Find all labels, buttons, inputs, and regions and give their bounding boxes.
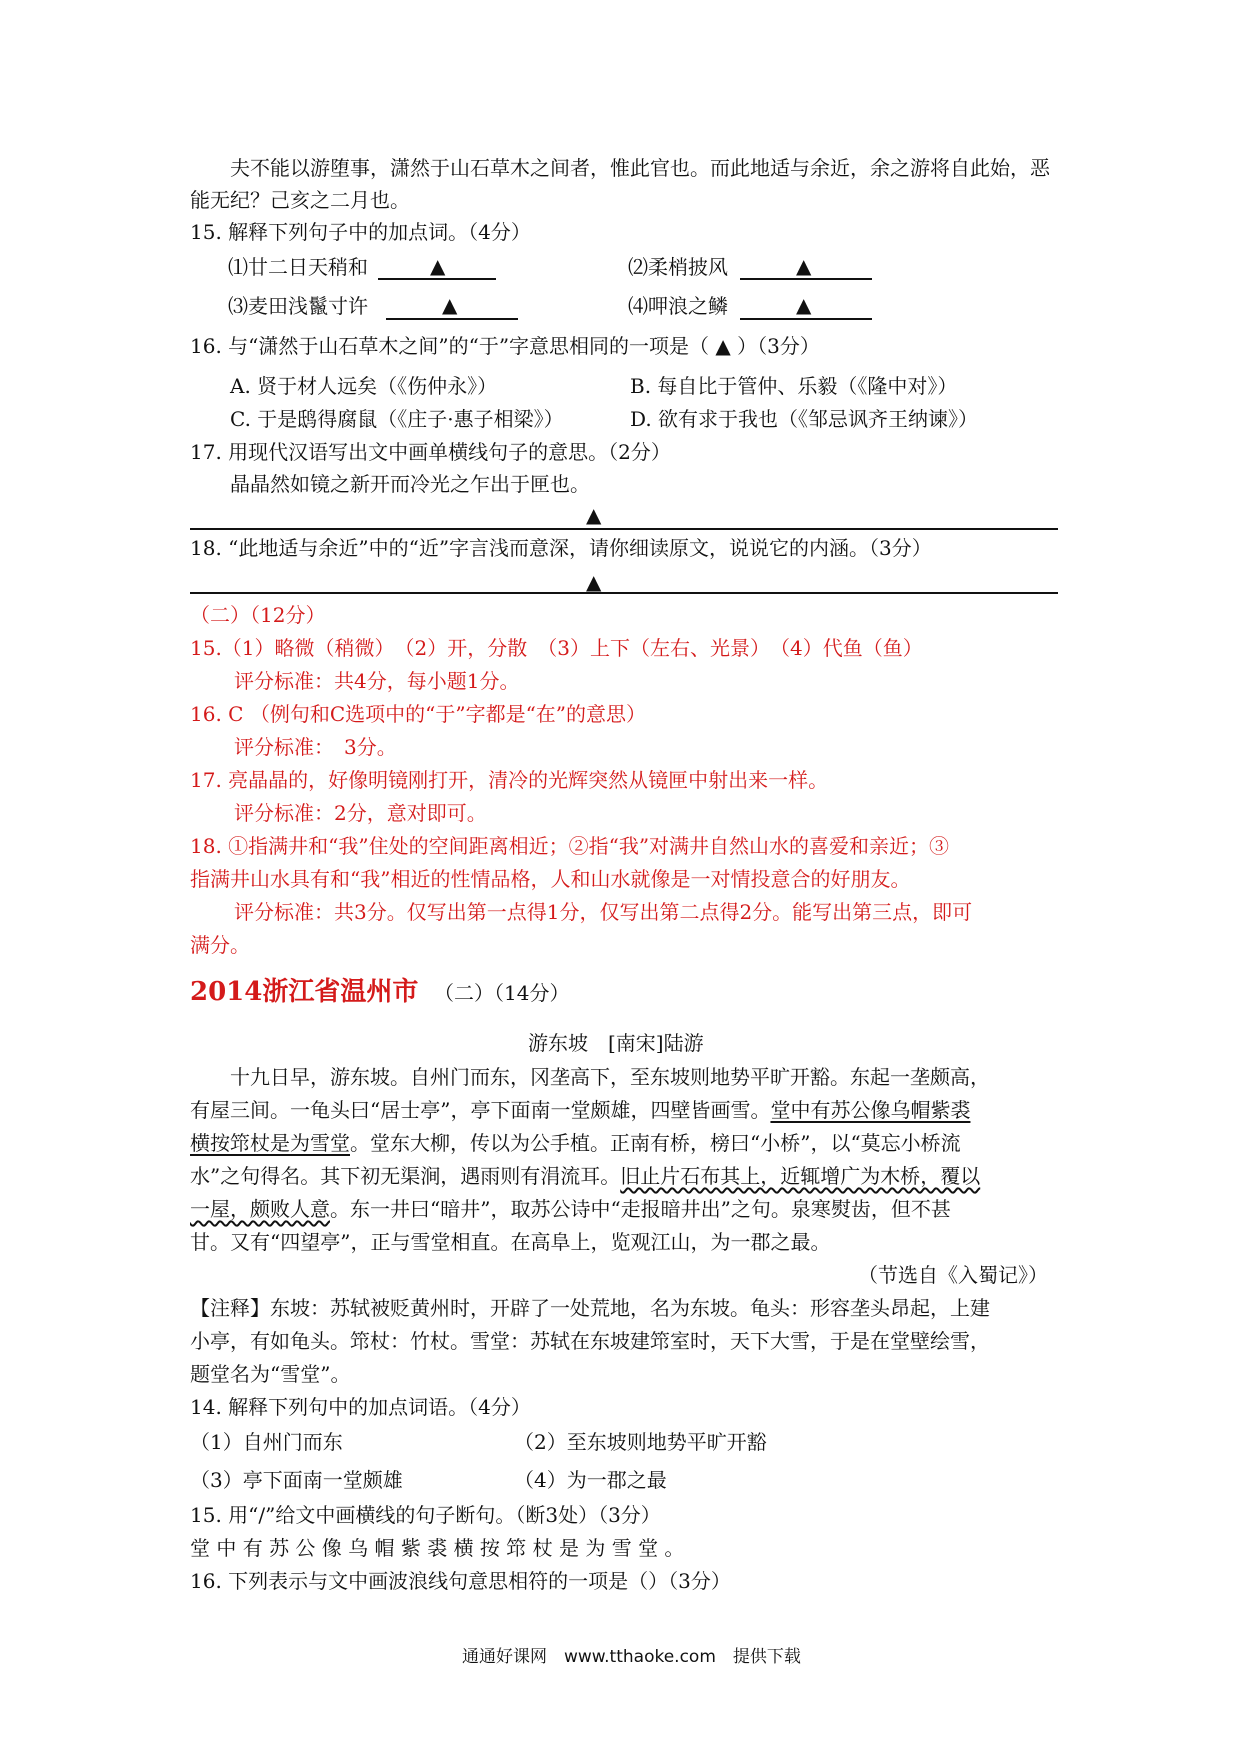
q15b-sentence: 堂 中 有 苏 公 像 乌 帽 紫 裘 横 按 筇 杖 是 为 雪 堂 。 [190, 1536, 685, 1560]
q16b-stem: 16. 下列表示与文中画波浪线句意思相符的一项是（）（3分） [190, 1569, 731, 1593]
answer-line [190, 528, 1058, 530]
answer-15: 15.（1）略微（稍微） （2）开，分散 （3）上下（左右、光景） （4）代鱼（鱼） [190, 636, 923, 660]
q16-option-d: D. 欲有求于我也（《邹忌讽齐王纳谏》） [630, 407, 979, 431]
q14-stem: 14. 解释下列句中的加点词语。（4分） [190, 1395, 531, 1419]
passage-line-1: 夫不能以游堕事，潇然于山石草木之间者，惟此官也。而此地适与余近，余之游将自此始，恶 [230, 156, 1050, 180]
answer-mark: ▲ [430, 254, 446, 278]
notes-line-2: 小亭，有如龟头。筇杖：竹杖。雪堂：苏轼在东坡建筇室时，天下大雪，于是在堂壁绘雪， [190, 1329, 990, 1353]
scoring-17: 评分标准：2分，意对即可。 [234, 801, 487, 825]
passage-text: 。东一井曰“暗井”，取苏公诗中“走报暗井出”之句。泉寒熨齿，但不甚 [330, 1197, 951, 1221]
q14-item-2: （2）至东坡则地势平旷开豁 [514, 1430, 767, 1454]
q14-item-3: （3）亭下面南一堂颇雄 [190, 1468, 403, 1492]
scoring-18-line-2: 满分。 [190, 933, 250, 957]
q16-option-a: A. 贤于材人远矣（《伤仲永》） [230, 374, 498, 398]
answer-18-line-1: 18. ①指满井和“我”住处的空间距离相近；②指“我”对满井自然山水的喜爱和亲近；③ [190, 834, 950, 858]
q15-item-1: ⑴廿二日天稍和 [228, 255, 368, 279]
answer-mark: ▲ [586, 503, 602, 527]
answer-18-line-2: 指满井山水具有和“我”相近的性情品格，人和山水就像是一对情投意合的好朋友。 [190, 867, 911, 891]
q17-stem: 17. 用现代汉语写出文中画单横线句子的意思。（2分） [190, 440, 671, 464]
passage-text-line-3 [190, 1133, 961, 1153]
q15-blank-3 [386, 318, 518, 320]
section-score: （二）（14分） [434, 981, 570, 1005]
q14-item-4: （4）为一郡之最 [514, 1468, 667, 1492]
answer-mark: ▲ [796, 254, 812, 278]
passage-text: 水”之句得名。其下初无渠涧，遇雨则有涓流耳。 [190, 1164, 621, 1188]
q15-blank-4 [740, 318, 872, 320]
passage-text-line-4 [190, 1166, 980, 1186]
passage-title: 游东坡 [南宋]陆游 [528, 1031, 704, 1055]
page-footer: 通通好课网 www.tthaoke.com 提供下载 [462, 1647, 801, 1667]
underlined-sentence: 横按筇杖是为雪堂 [190, 1131, 350, 1155]
q15-blank-1 [378, 278, 496, 280]
passage-text-line-6: 甘。又有“四望亭”，正与雪堂相直。在高阜上，览观江山，为一郡之最。 [190, 1230, 831, 1254]
answer-mark: ▲ [796, 293, 812, 317]
passage-text-line-2 [190, 1100, 970, 1120]
q16-stem: 16. 与“潇然于山石草木之间”的“于”字意思相同的一项是（ ▲ ）（3分） [190, 334, 820, 358]
wavy-underlined-sentence: 旧止片石布其上，近辄增广为木桥，覆以 [620, 1164, 981, 1188]
q16-option-b: B. 每自比于管仲、乐毅（《隆中对》） [630, 374, 958, 398]
section-title: 2014浙江省温州市 [190, 977, 419, 1007]
q15-item-2: ⑵柔梢披风 [628, 255, 728, 279]
notes-line-3: 题堂名为“雪堂”。 [190, 1362, 351, 1386]
passage-text-line-5 [190, 1199, 951, 1219]
answer-line [190, 592, 1058, 594]
wavy-underlined-sentence: 一屋，颇败人意 [190, 1197, 330, 1221]
passage-text: 有屋三间。一龟头曰“居士亭”，亭下面南一堂颇雄，四壁皆画雪。 [190, 1098, 771, 1122]
answer-heading: （二）（12分） [190, 603, 326, 627]
q17-sentence: 晶晶然如镜之新开而冷光之乍出于匣也。 [230, 472, 590, 496]
q15b-stem: 15. 用“/”给文中画横线的句子断句。（断3处）（3分） [190, 1503, 661, 1527]
scoring-18-line-1: 评分标准：共3分。仅写出第一点得1分，仅写出第二点得2分。能写出第三点，即可 [234, 900, 973, 924]
passage-source: （节选自《入蜀记》） [858, 1263, 1048, 1287]
underlined-sentence: 堂中有苏公像乌帽紫裘 [770, 1098, 971, 1122]
answer-mark: ▲ [586, 570, 602, 594]
notes-line-1: 【注释】东坡：苏轼被贬黄州时，开辟了一处荒地，名为东坡。龟头：形容垄头昂起，上建 [190, 1296, 990, 1320]
q16-option-c: C. 于是鸱得腐鼠（《庄子·惠子相梁》） [230, 407, 564, 431]
passage-line-2: 能无纪？己亥之二月也。 [190, 188, 410, 212]
passage-text-line-1: 十九日早，游东坡。自州门而东，冈垄高下，至东坡则地势平旷开豁。东起一垄颇高， [230, 1065, 990, 1089]
q14-item-1: （1）自州门而东 [190, 1430, 343, 1454]
scoring-15: 评分标准：共4分，每小题1分。 [234, 669, 520, 693]
q15-stem: 15. 解释下列句子中的加点词。（4分） [190, 220, 531, 244]
passage-text: 。堂东大柳，传以为公手植。正南有桥，榜曰“小桥”，以“莫忘小桥流 [350, 1131, 961, 1155]
q15-item-3: ⑶麦田浅鬣寸许 [228, 294, 368, 318]
q15-blank-2 [740, 278, 872, 280]
q15-item-4: ⑷呷浪之鳞 [628, 294, 728, 318]
answer-16: 16. C （例句和C选项中的“于”字都是“在”的意思） [190, 702, 647, 726]
answer-mark: ▲ [442, 293, 458, 317]
q18-stem: 18. “此地适与余近”中的“近”字言浅而意深，请你细读原文，说说它的内涵。（3分） [190, 536, 932, 560]
scoring-16: 评分标准： 3分。 [234, 735, 397, 759]
answer-17: 17. 亮晶晶的，好像明镜刚打开，清冷的光辉突然从镜匣中射出来一样。 [190, 768, 829, 792]
